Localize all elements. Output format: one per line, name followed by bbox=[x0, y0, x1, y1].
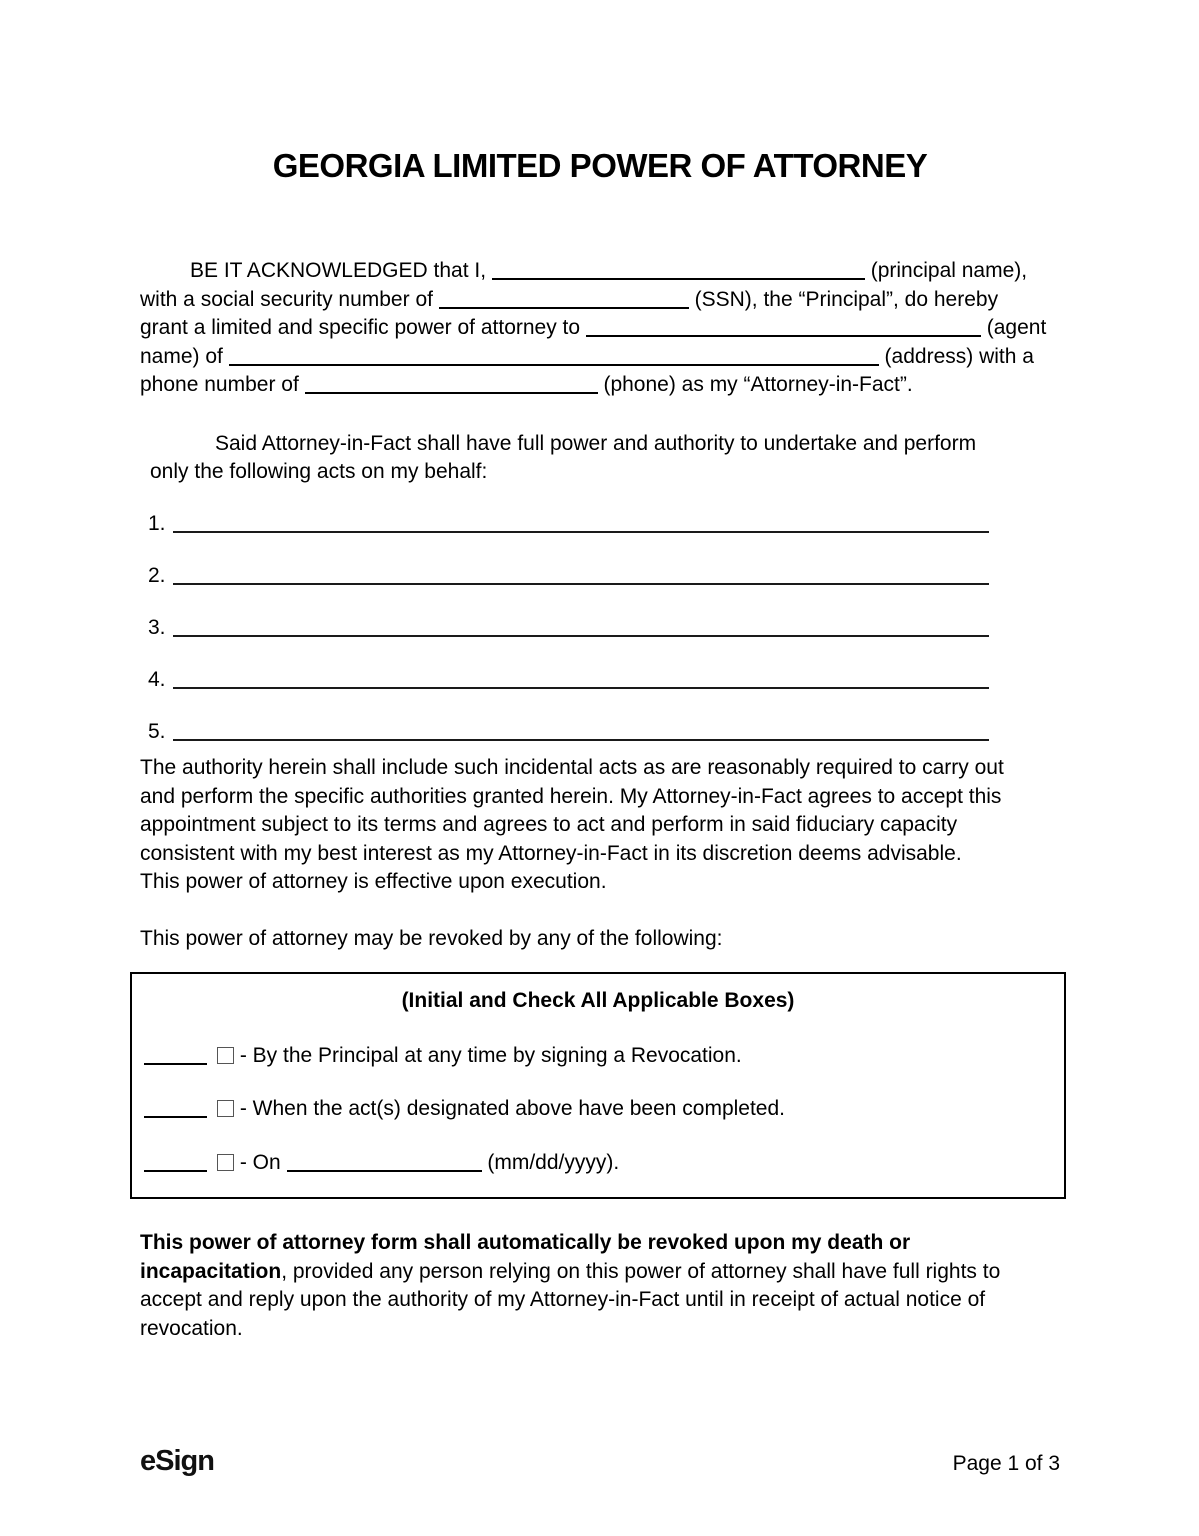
revocation-initials-2-blank[interactable] bbox=[144, 1102, 207, 1118]
text-run: grant a limited and specific power of attorney to bbox=[140, 316, 586, 339]
text-run: BE IT ACKNOWLEDGED that I, bbox=[190, 259, 492, 282]
paragraph-incidental-authority bbox=[140, 754, 1060, 897]
text-run: (mm/dd/yyyy). bbox=[481, 1150, 620, 1174]
text-run: name) of bbox=[140, 344, 229, 368]
revocation-options bbox=[144, 1042, 1052, 1178]
text-run: This power of attorney is effective upon execution. bbox=[140, 870, 607, 893]
paragraph-revocation-intro bbox=[140, 925, 1060, 954]
paragraph-automatic-revocation bbox=[140, 1229, 1060, 1343]
text-run: appointment subject to its terms and agrees to act and perform in said fiduciary capacity bbox=[140, 813, 958, 836]
act-2-blank[interactable] bbox=[173, 569, 989, 585]
text-line bbox=[140, 925, 1060, 954]
ssn-blank[interactable] bbox=[439, 293, 689, 309]
text-run: (principal name), bbox=[864, 259, 1028, 282]
act-item bbox=[148, 718, 1060, 747]
acts-list bbox=[140, 510, 1060, 747]
text-line bbox=[140, 1315, 1060, 1344]
act-number: 3. bbox=[148, 615, 166, 639]
text-run: (agent bbox=[980, 316, 1047, 339]
revocation-option bbox=[144, 1149, 1052, 1178]
revocation-option-2-checkbox[interactable] bbox=[217, 1100, 234, 1117]
paragraph-authority-intro bbox=[140, 430, 1060, 487]
text-line bbox=[140, 754, 1060, 783]
act-item bbox=[148, 510, 1060, 539]
text-run: revocation. bbox=[140, 1316, 243, 1340]
text-run: with a social security number of bbox=[140, 287, 439, 311]
text-line bbox=[140, 371, 1060, 400]
revocation-initials-1-blank[interactable] bbox=[144, 1049, 207, 1065]
revocation-box-heading: (Initial and Check All Applicable Boxes) bbox=[401, 989, 795, 1012]
act-5-blank[interactable] bbox=[173, 725, 989, 741]
text-run: , provided any person relying on this power of attorney shall have full rights to bbox=[281, 1259, 1001, 1283]
revocation-date-blank[interactable] bbox=[287, 1156, 482, 1172]
text-line bbox=[140, 811, 1060, 840]
act-number: 2. bbox=[148, 563, 166, 587]
text-run: The authority herein shall include such incidental acts as are reasonably required to carry out bbox=[140, 756, 1004, 779]
revocation-option bbox=[144, 1042, 1052, 1071]
text-run: - When the act(s) designated above have been completed. bbox=[234, 1097, 786, 1120]
text-line bbox=[140, 1286, 1060, 1315]
act-number: 4. bbox=[148, 667, 166, 691]
text-line bbox=[140, 1229, 1060, 1258]
text-run: This power of attorney form shall automatically be revoked upon my death or bbox=[140, 1231, 911, 1254]
page-footer bbox=[140, 1447, 1060, 1479]
esign-logo: eSign bbox=[140, 1445, 214, 1477]
act-1-blank[interactable] bbox=[173, 517, 989, 533]
text-line bbox=[140, 286, 1060, 315]
text-run: phone number of bbox=[140, 373, 305, 396]
text-run: (address) with a bbox=[878, 344, 1034, 368]
phone-number-blank[interactable] bbox=[305, 378, 598, 394]
text-line bbox=[140, 314, 1060, 343]
agent-address-blank[interactable] bbox=[229, 350, 879, 366]
text-run: and perform the specific authorities granted herein. My Attorney-in-Fact agrees to accept this bbox=[140, 784, 1002, 808]
act-item bbox=[148, 666, 1060, 695]
text-run: - By the Principal at any time by signing a Revocation. bbox=[234, 1043, 742, 1067]
text-line bbox=[140, 868, 1060, 897]
act-number: 1. bbox=[148, 511, 166, 535]
text-run: incapacitation bbox=[140, 1259, 282, 1283]
text-line bbox=[140, 343, 1060, 372]
text-run: (SSN), the “Principal”, do hereby bbox=[688, 287, 999, 311]
text-run: Said Attorney-in-Fact shall have full power and authority to undertake and perform bbox=[215, 431, 977, 455]
text-line bbox=[150, 430, 1060, 459]
act-item bbox=[148, 614, 1060, 643]
text-run: accept and reply upon the authority of my Attorney-in-Fact until in receipt of actual notice of bbox=[140, 1288, 986, 1311]
revocation-option bbox=[144, 1095, 1052, 1124]
document-title: GEORGIA LIMITED POWER OF ATTORNEY bbox=[272, 147, 928, 184]
page-indicator: Page 1 of 3 bbox=[952, 1452, 1060, 1475]
text-run: only the following acts on my behalf: bbox=[150, 460, 488, 483]
revocation-box bbox=[130, 972, 1066, 1199]
text-line bbox=[140, 840, 1060, 869]
text-run: - On bbox=[234, 1150, 287, 1174]
text-line bbox=[140, 783, 1060, 812]
principal-name-blank[interactable] bbox=[492, 264, 865, 280]
act-3-blank[interactable] bbox=[173, 621, 989, 637]
revocation-option-1-checkbox[interactable] bbox=[217, 1047, 234, 1064]
text-run: This power of attorney may be revoked by any of the following: bbox=[140, 926, 723, 950]
revocation-option-3-checkbox[interactable] bbox=[217, 1154, 234, 1171]
text-run: (phone) as my “Attorney-in-Fact”. bbox=[597, 373, 913, 396]
text-run: consistent with my best interest as my Attorney-in-Fact in its discretion deems advisable. bbox=[140, 841, 962, 865]
text-line bbox=[140, 257, 1060, 286]
revocation-initials-3-blank[interactable] bbox=[144, 1156, 207, 1172]
act-number: 5. bbox=[148, 719, 166, 743]
text-line bbox=[150, 458, 1060, 487]
agent-name-blank[interactable] bbox=[586, 321, 981, 337]
paragraph-acknowledgment bbox=[140, 257, 1060, 400]
act-4-blank[interactable] bbox=[173, 673, 989, 689]
text-line bbox=[140, 1258, 1060, 1287]
act-item bbox=[148, 562, 1060, 591]
